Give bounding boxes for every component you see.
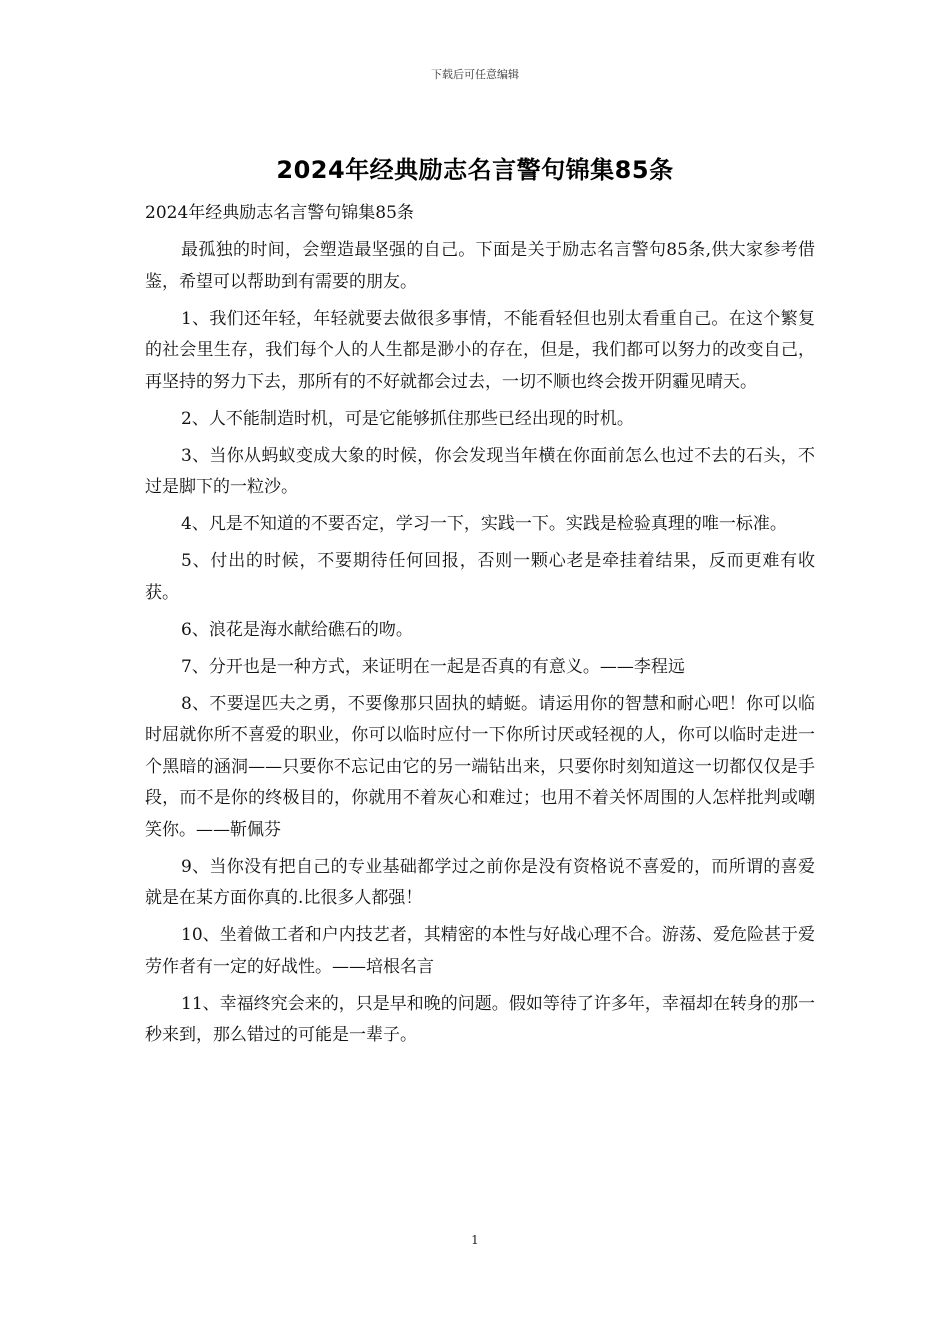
quote-paragraph-1: 1、我们还年轻，年轻就要去做很多事情，不能看轻但也别太看重自己。在这个繁复的社会里生存，我们每个人的人生都是渺小的存在，但是，我们都可以努力的改变自己，再坚持的努力下去，那所有的不好就都会过去，一切不顺也终会拨开阴霾见晴天。 xyxy=(145,308,815,392)
document-title: 2024年经典励志名言警句锦集85条 xyxy=(276,156,674,184)
quote-paragraph-6: 6、浪花是海水献给礁石的吻。 xyxy=(181,619,413,640)
document-body xyxy=(145,198,815,1057)
quote-paragraph-10: 10、坐着做工者和户内技艺者，其精密的本性与好战心理不合。游荡、爱危险甚于爱劳作者有一定的好战性。——培根名言 xyxy=(145,925,815,977)
quote-paragraph-7: 7、分开也是一种方式，来证明在一起是否真的有意义。——李程远 xyxy=(181,656,685,677)
document-subtitle: 2024年经典励志名言警句锦集85条 xyxy=(145,203,414,223)
quote-paragraph-3: 3、当你从蚂蚁变成大象的时候，你会发现当年横在你面前怎么也过不去的石头，不过是脚下的一粒沙。 xyxy=(145,445,815,497)
quote-paragraph-11: 11、幸福终究会来的，只是早和晚的问题。假如等待了许多年，幸福却在转身的那一秒来到，那么错过的可能是一辈子。 xyxy=(145,993,815,1045)
header-note: 下载后可任意编辑 xyxy=(431,68,519,81)
intro-paragraph: 最孤独的时间，会塑造最坚强的自己。下面是关于励志名言警句85条,供大家参考借鉴，希望可以帮助到有需要的朋友。 xyxy=(145,240,815,292)
page-number: 1 xyxy=(471,1233,479,1247)
quote-paragraph-4: 4、凡是不知道的不要否定，学习一下，实践一下。实践是检验真理的唯一标准。 xyxy=(181,514,787,534)
quote-paragraph-2: 2、人不能制造时机，可是它能够抓住那些已经出现的时机。 xyxy=(181,408,634,429)
quote-paragraph-9: 9、当你没有把自己的专业基础都学过之前你是没有资格说不喜爱的，而所谓的喜爱就是在某方面你真的.比很多人都强！ xyxy=(145,856,815,908)
quote-paragraph-8: 8、不要逞匹夫之勇，不要像那只固执的蜻蜓。请运用你的智慧和耐心吧！你可以临时屈就你所不喜爱的职业，你可以临时应付一下你所讨厌或轻视的人，你可以临时走进一个黑暗的涵洞——只要你不忘记由它的另一端钻出来，只要你时刻知道这一切都仅仅是手段，而不是你的终极目的，你就用不着灰心和难过；也用不着关怀周围的人怎样批判或嘲笑你。——靳佩芬 xyxy=(145,693,815,840)
quote-paragraph-5: 5、付出的时候，不要期待任何回报，否则一颗心老是牵挂着结果，反而更难有收获。 xyxy=(145,551,815,603)
